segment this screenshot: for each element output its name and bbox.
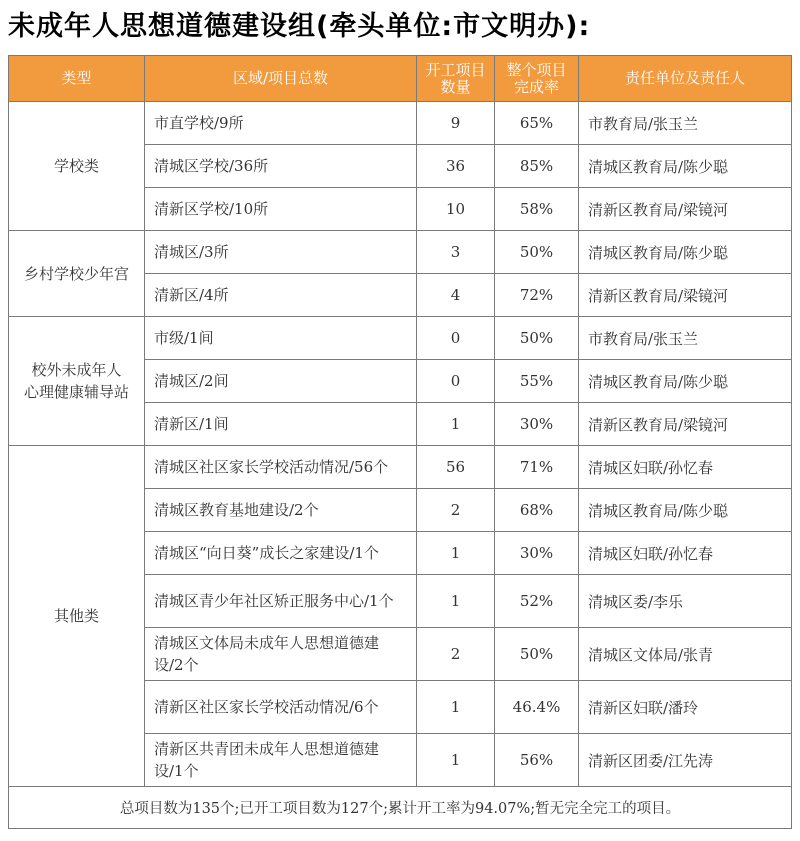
category-cell: 学校类: [9, 102, 145, 231]
project-cell: 清新区/1间: [145, 403, 417, 446]
rate-cell: 30%: [495, 532, 579, 575]
table-row: [9, 446, 792, 489]
summary-text: 总项目数为135个;已开工项目数为127个;累计开工率为94.07%;暂无完全完工的项目。: [9, 787, 792, 829]
resp-cell: 清城区委/李乐: [579, 575, 792, 628]
started-cell: 1: [417, 532, 495, 575]
project-cell: 清新区社区家长学校活动情况/6个: [145, 681, 417, 734]
started-cell: 0: [417, 360, 495, 403]
rate-cell: 71%: [495, 446, 579, 489]
started-cell: 1: [417, 734, 495, 787]
resp-cell: 清城区妇联/孙忆春: [579, 446, 792, 489]
project-cell: 清城区文体局未成年人思想道德建设/2个: [145, 628, 417, 681]
project-cell: 清城区/2间: [145, 360, 417, 403]
header-resp: 责任单位及责任人: [579, 56, 792, 102]
table-row: [9, 102, 792, 145]
resp-cell: 清新区团委/江先涛: [579, 734, 792, 787]
project-cell: 清城区青少年社区矫正服务中心/1个: [145, 575, 417, 628]
rate-cell: 58%: [495, 188, 579, 231]
started-cell: 1: [417, 403, 495, 446]
rate-cell: 46.4%: [495, 681, 579, 734]
rate-cell: 65%: [495, 102, 579, 145]
project-cell: 清城区教育基地建设/2个: [145, 489, 417, 532]
started-cell: 10: [417, 188, 495, 231]
page-title: 未成年人思想道德建设组(牵头单位:市文明办):: [8, 11, 591, 42]
started-cell: 1: [417, 575, 495, 628]
project-cell: 清新区/4所: [145, 274, 417, 317]
table-row: [9, 231, 792, 274]
started-cell: 36: [417, 145, 495, 188]
started-cell: 2: [417, 489, 495, 532]
resp-cell: 清城区教育局/陈少聪: [579, 231, 792, 274]
resp-cell: 清城区文体局/张青: [579, 628, 792, 681]
header-started: [417, 56, 495, 102]
started-cell: 56: [417, 446, 495, 489]
header-row: [9, 56, 792, 102]
rate-cell: 50%: [495, 628, 579, 681]
project-cell: 清城区社区家长学校活动情况/56个: [145, 446, 417, 489]
resp-cell: 市教育局/张玉兰: [579, 317, 792, 360]
header-rate-line2: 完成率: [513, 77, 559, 96]
resp-cell: 清城区教育局/陈少聪: [579, 489, 792, 532]
header-rate-line1: 整个项目: [506, 60, 567, 79]
rate-cell: 55%: [495, 360, 579, 403]
resp-cell: 清新区教育局/梁镜河: [579, 403, 792, 446]
rate-cell: 56%: [495, 734, 579, 787]
category-line1: 校外未成年人: [31, 361, 122, 379]
rate-cell: 50%: [495, 317, 579, 360]
header-started-line2: 数量: [440, 77, 471, 96]
rate-cell: 30%: [495, 403, 579, 446]
project-cell: 清新区共青团未成年人思想道德建设/1个: [145, 734, 417, 787]
project-cell: 清城区“向日葵”成长之家建设/1个: [145, 532, 417, 575]
category-cell: 乡村学校少年宫: [9, 231, 145, 317]
category-cell: [9, 317, 145, 446]
resp-cell: 市教育局/张玉兰: [579, 102, 792, 145]
category-cell: 其他类: [9, 446, 145, 787]
resp-cell: 清城区教育局/陈少聪: [579, 145, 792, 188]
header-project: 区域/项目总数: [145, 56, 417, 102]
resp-cell: 清城区教育局/陈少聪: [579, 360, 792, 403]
summary-row: [9, 787, 792, 829]
header-type: 类型: [9, 56, 145, 102]
project-cell: 市级/1间: [145, 317, 417, 360]
header-rate: [495, 56, 579, 102]
rate-cell: 68%: [495, 489, 579, 532]
rate-cell: 72%: [495, 274, 579, 317]
resp-cell: 清新区妇联/潘玲: [579, 681, 792, 734]
project-cell: 清城区/3所: [145, 231, 417, 274]
resp-cell: 清新区教育局/梁镜河: [579, 188, 792, 231]
rate-cell: 52%: [495, 575, 579, 628]
resp-cell: 清城区妇联/孙忆春: [579, 532, 792, 575]
resp-cell: 清新区教育局/梁镜河: [579, 274, 792, 317]
started-cell: 2: [417, 628, 495, 681]
project-cell: 清新区学校/10所: [145, 188, 417, 231]
category-line2: 心理健康辅导站: [23, 383, 129, 401]
table-row: [9, 317, 792, 360]
started-cell: 4: [417, 274, 495, 317]
project-table: [8, 55, 792, 829]
started-cell: 9: [417, 102, 495, 145]
project-cell: 清城区学校/36所: [145, 145, 417, 188]
rate-cell: 50%: [495, 231, 579, 274]
project-cell: 市直学校/9所: [145, 102, 417, 145]
header-started-line1: 开工项目: [425, 60, 486, 79]
rate-cell: 85%: [495, 145, 579, 188]
started-cell: 3: [417, 231, 495, 274]
started-cell: 0: [417, 317, 495, 360]
started-cell: 1: [417, 681, 495, 734]
